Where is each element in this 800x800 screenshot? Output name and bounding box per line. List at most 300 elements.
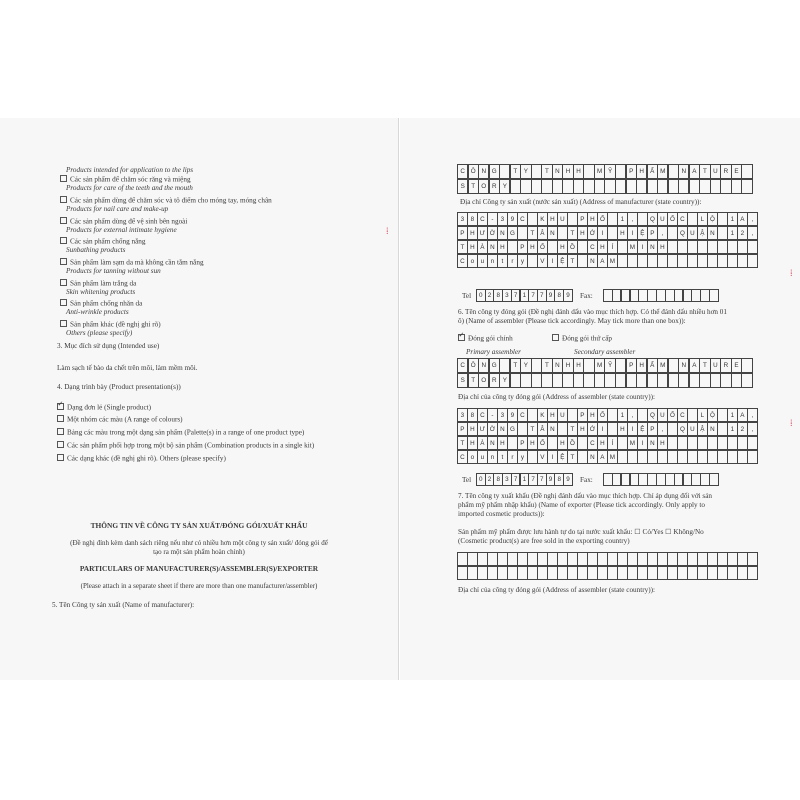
category-hygiene-en: Products for external intimate hygiene bbox=[66, 226, 177, 234]
char-cell: , bbox=[747, 408, 758, 422]
char-cell: I bbox=[597, 422, 608, 436]
category-lips-en: Products intended for application to the lips bbox=[66, 166, 194, 174]
char-cell: 9 bbox=[507, 212, 518, 226]
char-cell: 2 bbox=[737, 226, 748, 240]
char-cell: H bbox=[657, 240, 668, 254]
char-cell: 2 bbox=[737, 422, 748, 436]
char-cell: T bbox=[567, 422, 578, 436]
char-cell: H bbox=[557, 436, 568, 450]
char-cell: I bbox=[637, 240, 648, 254]
char-cell: T bbox=[468, 179, 479, 194]
char-cell: H bbox=[527, 240, 538, 254]
char-cell: T bbox=[567, 450, 578, 464]
secondary-assembler-en: Secondary assembler bbox=[574, 348, 636, 356]
manufacturer-address-field[interactable] bbox=[457, 212, 757, 268]
char-cell: N bbox=[547, 422, 558, 436]
char-cell: R bbox=[489, 373, 500, 388]
char-cell: Ệ bbox=[637, 422, 648, 436]
section-note-en: (Please attach in a separate sheet if there are more than one manufacturer/assembler) bbox=[80, 582, 318, 590]
char-cell bbox=[747, 450, 758, 464]
category-other-checkbox[interactable]: Sản phẩm khác (đề nghị ghi rõ) bbox=[60, 320, 161, 330]
char-cell: M bbox=[627, 436, 638, 450]
char-cell: Q bbox=[677, 422, 688, 436]
section-note-vn-1: (Đề nghị đính kèm danh sách riêng nếu như có nhiều hơn một công ty sản xuất/ đóng gói để bbox=[70, 539, 328, 547]
manufacturer-address-row-1 bbox=[457, 212, 757, 226]
char-cell bbox=[747, 552, 758, 566]
char-cell: 7 bbox=[511, 289, 521, 302]
char-cell bbox=[709, 473, 719, 486]
presentation-label: 4. Dạng trình bày (Product presentation(s)) bbox=[57, 383, 181, 391]
char-cell: N bbox=[478, 164, 489, 179]
char-cell: Ỹ bbox=[604, 164, 615, 179]
char-cell: U bbox=[710, 164, 721, 179]
char-cell: C bbox=[587, 240, 598, 254]
char-cell: N bbox=[707, 422, 718, 436]
assembler-address-row-2 bbox=[457, 422, 757, 436]
char-cell: M bbox=[627, 240, 638, 254]
stamp-mark-right-top: ⁞ bbox=[790, 268, 793, 278]
char-cell: N bbox=[478, 358, 489, 373]
section-title-en: PARTICULARS OF MANUFACTURER(S)/ASSEMBLER(S)/EXPORTER bbox=[79, 564, 319, 573]
char-cell: O bbox=[478, 373, 489, 388]
char-cell: P bbox=[457, 226, 468, 240]
char-cell: T bbox=[468, 373, 479, 388]
char-cell: M bbox=[594, 358, 605, 373]
char-cell: , bbox=[627, 408, 638, 422]
char-cell: 9 bbox=[546, 473, 556, 486]
char-cell: , bbox=[747, 226, 758, 240]
category-whitening-en: Skin whitening products bbox=[66, 288, 136, 296]
char-cell: u bbox=[477, 450, 488, 464]
manufacturer-fax-label: Fax: bbox=[580, 292, 593, 300]
char-cell: Ư bbox=[477, 422, 488, 436]
exporter-label-3: imported cosmetic products)): bbox=[458, 510, 545, 518]
assembler-name-row-1 bbox=[457, 358, 752, 373]
char-cell: H bbox=[467, 240, 478, 254]
assembler-label-1: 6. Tên công ty đóng gói (Đề nghị đánh dấu vào mục thích hợp. Có thể đánh dấu nhiều hơn 01 bbox=[458, 308, 727, 316]
char-cell: Ư bbox=[477, 226, 488, 240]
char-cell: Ồ bbox=[567, 240, 578, 254]
char-cell: Ớ bbox=[587, 226, 598, 240]
char-cell: N bbox=[587, 450, 598, 464]
category-tanning-checkbox[interactable]: Sản phẩm làm sạm da mà không cần tắm nắng bbox=[60, 258, 204, 268]
char-cell: 7 bbox=[511, 473, 521, 486]
char-cell: T bbox=[567, 226, 578, 240]
exporter-label-2: phẩm mỹ phẩm nhập khẩu) (Name of exporter (Please tick accordingly. Only apply to bbox=[458, 501, 706, 509]
char-cell: N bbox=[587, 254, 598, 268]
assembler-label-2: ô) (Name of assembler (Please tick accordingly. May tick more than one box)): bbox=[458, 317, 686, 325]
char-cell: 2 bbox=[485, 289, 495, 302]
presentation-single-checkbox[interactable]: ✓Dạng đơn lẻ (Single product) bbox=[57, 403, 151, 413]
form-page-left bbox=[0, 118, 399, 680]
char-cell: H bbox=[547, 408, 558, 422]
char-cell: T bbox=[510, 358, 521, 373]
char-cell: I bbox=[547, 450, 558, 464]
free-sale-en: (Cosmetic product(s) are free sold in the exporting country) bbox=[458, 537, 630, 545]
char-cell: U bbox=[657, 408, 668, 422]
char-cell: 9 bbox=[507, 408, 518, 422]
char-cell: R bbox=[720, 164, 731, 179]
char-cell: H bbox=[577, 422, 588, 436]
char-cell: Q bbox=[647, 212, 658, 226]
char-cell: N bbox=[647, 240, 658, 254]
char-cell: H bbox=[587, 408, 598, 422]
char-cell: 3 bbox=[457, 408, 468, 422]
char-cell: Ớ bbox=[587, 422, 598, 436]
char-cell: A bbox=[597, 450, 608, 464]
char-cell: 3 bbox=[502, 289, 512, 302]
char-cell: 7 bbox=[528, 289, 538, 302]
char-cell: U bbox=[687, 422, 698, 436]
char-cell: Y bbox=[520, 164, 531, 179]
category-antiwrinkle-en: Anti-wrinkle products bbox=[66, 308, 129, 316]
char-cell: Ô bbox=[468, 358, 479, 373]
char-cell: I bbox=[637, 436, 648, 450]
char-cell: P bbox=[517, 240, 528, 254]
char-cell: M bbox=[607, 254, 618, 268]
char-cell: 0 bbox=[476, 289, 486, 302]
char-cell: T bbox=[527, 422, 538, 436]
char-cell: P bbox=[626, 358, 637, 373]
manufacturer-label: 5. Tên Công ty sản xuất (Name of manufacturer): bbox=[52, 601, 195, 609]
char-cell: - bbox=[487, 212, 498, 226]
category-teeth-en: Products for care of the teeth and the mouth bbox=[66, 184, 193, 192]
char-cell: n bbox=[487, 254, 498, 268]
char-cell: P bbox=[457, 422, 468, 436]
char-cell bbox=[747, 566, 758, 580]
char-cell: Ậ bbox=[697, 422, 708, 436]
char-cell: N bbox=[547, 226, 558, 240]
char-cell: Ẩ bbox=[647, 358, 658, 373]
presentation-palette-checkbox[interactable]: Bảng các màu trong một dạng sản phẩm (Palette(s) in a range of one product type) bbox=[57, 428, 304, 438]
char-cell: 9 bbox=[563, 473, 573, 486]
char-cell: R bbox=[720, 358, 731, 373]
char-cell: N bbox=[707, 226, 718, 240]
assembler-address-field[interactable] bbox=[457, 408, 757, 464]
char-cell: U bbox=[710, 358, 721, 373]
primary-assembler-en: Primary assembler bbox=[466, 348, 521, 356]
stamp-mark-right-bottom: ⁞ bbox=[790, 418, 793, 428]
exporter-name-field[interactable] bbox=[457, 552, 757, 580]
char-cell: P bbox=[647, 226, 658, 240]
char-cell: H bbox=[467, 436, 478, 450]
section-title-vn: THÔNG TIN VỀ CÔNG TY SẢN XUẤT/ĐÓNG GÓI/XUẤT KHẨU bbox=[90, 521, 308, 530]
char-cell: u bbox=[477, 254, 488, 268]
char-cell: M bbox=[607, 450, 618, 464]
char-cell: Y bbox=[520, 358, 531, 373]
char-cell: T bbox=[567, 254, 578, 268]
char-cell: Ô bbox=[468, 164, 479, 179]
char-cell bbox=[741, 164, 752, 179]
char-cell: E bbox=[731, 164, 742, 179]
manufacturer-fax-field[interactable] bbox=[603, 289, 718, 302]
char-cell: P bbox=[577, 408, 588, 422]
manufacturer-name-row-1 bbox=[457, 164, 752, 179]
char-cell: I bbox=[627, 422, 638, 436]
manufacturer-address-row-2 bbox=[457, 226, 757, 240]
char-cell: N bbox=[497, 422, 508, 436]
char-cell: T bbox=[699, 164, 710, 179]
char-cell: Ậ bbox=[697, 226, 708, 240]
char-cell: 9 bbox=[563, 289, 573, 302]
char-cell: C bbox=[457, 164, 468, 179]
char-cell: 7 bbox=[537, 289, 547, 302]
char-cell: Ộ bbox=[707, 408, 718, 422]
char-cell: Ố bbox=[597, 408, 608, 422]
char-cell: - bbox=[487, 408, 498, 422]
char-cell: y bbox=[517, 254, 528, 268]
char-cell: 1 bbox=[727, 226, 738, 240]
category-sun-en: Sunbathing products bbox=[66, 246, 126, 254]
category-other-en: Others (please specify) bbox=[66, 329, 133, 337]
char-cell: C bbox=[457, 450, 468, 464]
char-cell: P bbox=[626, 164, 637, 179]
assembler-address-row-1 bbox=[457, 408, 757, 422]
category-teeth-checkbox[interactable]: Các sản phẩm để chăm sóc răng và miệng bbox=[60, 175, 191, 185]
char-cell: 1 bbox=[520, 289, 530, 302]
char-cell: Í bbox=[607, 240, 618, 254]
manufacturer-address-label: Địa chỉ Công ty sản xuất (nước sản xuất) (Address of manufacturer (state country)): bbox=[460, 198, 702, 206]
char-cell: N bbox=[552, 164, 563, 179]
char-cell: o bbox=[467, 254, 478, 268]
manufacturer-address-row-4 bbox=[457, 254, 757, 268]
char-cell: H bbox=[562, 358, 573, 373]
char-cell: H bbox=[467, 226, 478, 240]
char-cell: H bbox=[547, 212, 558, 226]
char-cell: 1 bbox=[727, 422, 738, 436]
category-nail-checkbox[interactable]: Các sản phẩm dùng để chăm sóc và tô điểm cho móng tay, móng chân bbox=[60, 196, 272, 206]
exporter-label-1: 7. Tên công ty xuất khẩu (Đề nghị đánh dấu vào mục thích hợp. Chỉ áp dụng đối với sản bbox=[458, 492, 712, 500]
char-cell: T bbox=[510, 164, 521, 179]
char-cell: H bbox=[636, 358, 647, 373]
category-tanning-en: Products for tanning without sun bbox=[66, 267, 161, 275]
char-cell: I bbox=[597, 226, 608, 240]
char-cell: U bbox=[687, 226, 698, 240]
char-cell: I bbox=[547, 254, 558, 268]
char-cell: 2 bbox=[485, 473, 495, 486]
char-cell bbox=[747, 240, 758, 254]
char-cell: À bbox=[477, 436, 488, 450]
char-cell: 7 bbox=[537, 473, 547, 486]
char-cell: H bbox=[617, 226, 628, 240]
assembler-fax-label: Fax: bbox=[580, 476, 593, 484]
char-cell: A bbox=[689, 358, 700, 373]
char-cell: V bbox=[537, 254, 548, 268]
char-cell: Í bbox=[607, 436, 618, 450]
char-cell: Ệ bbox=[557, 254, 568, 268]
char-cell: C bbox=[477, 408, 488, 422]
presentation-other-checkbox[interactable]: Các dạng khác (đề nghị ghi rõ). Others (please specify) bbox=[57, 454, 226, 464]
char-cell bbox=[747, 436, 758, 450]
char-cell: 1 bbox=[520, 473, 530, 486]
char-cell: H bbox=[557, 240, 568, 254]
char-cell: G bbox=[507, 422, 518, 436]
char-cell: U bbox=[557, 212, 568, 226]
char-cell: Ố bbox=[537, 436, 548, 450]
char-cell: U bbox=[657, 212, 668, 226]
char-cell: N bbox=[487, 436, 498, 450]
char-cell: C bbox=[677, 212, 688, 226]
char-cell: 8 bbox=[493, 289, 503, 302]
manufacturer-name-row-2 bbox=[457, 179, 752, 194]
char-cell: H bbox=[497, 436, 508, 450]
presentation-colours-checkbox[interactable]: Một nhóm các màu (A range of colours) bbox=[57, 415, 183, 425]
char-cell: 3 bbox=[497, 212, 508, 226]
char-cell: Y bbox=[499, 179, 510, 194]
char-cell: N bbox=[552, 358, 563, 373]
char-cell: Ờ bbox=[487, 226, 498, 240]
assembler-tel-field[interactable] bbox=[476, 473, 572, 486]
char-cell: t bbox=[497, 254, 508, 268]
free-sale-label: Sản phẩm mỹ phẩm được lưu hành tự do tại nước xuất khẩu: ☐ Có/Yes ☐ Không/No bbox=[458, 528, 704, 536]
char-cell: N bbox=[487, 240, 498, 254]
assembler-name-row-2 bbox=[457, 373, 752, 388]
char-cell: H bbox=[573, 358, 584, 373]
char-cell: H bbox=[577, 226, 588, 240]
char-cell: Ờ bbox=[487, 422, 498, 436]
char-cell: 8 bbox=[554, 473, 564, 486]
char-cell: 7 bbox=[528, 473, 538, 486]
char-cell: 9 bbox=[546, 289, 556, 302]
exporter-name-row-2 bbox=[457, 566, 757, 580]
char-cell bbox=[741, 373, 752, 388]
char-cell bbox=[709, 289, 719, 302]
category-nail-en: Products for nail care and make-up bbox=[66, 205, 169, 213]
char-cell: Ệ bbox=[557, 450, 568, 464]
char-cell: T bbox=[527, 226, 538, 240]
manufacturer-tel-label: Tel bbox=[462, 292, 472, 300]
char-cell: Â bbox=[537, 226, 548, 240]
char-cell: C bbox=[457, 358, 468, 373]
char-cell: Q bbox=[647, 408, 658, 422]
intended-use-value: Làm sạch tế bào da chết trên môi, làm mềm môi. bbox=[57, 364, 198, 372]
char-cell: K bbox=[537, 212, 548, 226]
char-cell: C bbox=[587, 436, 598, 450]
char-cell: H bbox=[617, 422, 628, 436]
char-cell: Ẩ bbox=[647, 164, 658, 179]
char-cell: T bbox=[541, 358, 552, 373]
char-cell: T bbox=[457, 436, 468, 450]
char-cell: Ố bbox=[537, 240, 548, 254]
exporter-name-row-1 bbox=[457, 552, 757, 566]
char-cell bbox=[741, 179, 752, 194]
char-cell: C bbox=[517, 212, 528, 226]
char-cell: C bbox=[517, 408, 528, 422]
char-cell: M bbox=[657, 358, 668, 373]
char-cell: C bbox=[457, 254, 468, 268]
char-cell: n bbox=[487, 450, 498, 464]
char-cell: T bbox=[699, 358, 710, 373]
char-cell: Ộ bbox=[707, 212, 718, 226]
char-cell: r bbox=[507, 450, 518, 464]
char-cell: Â bbox=[537, 422, 548, 436]
char-cell: G bbox=[507, 226, 518, 240]
char-cell: Y bbox=[499, 373, 510, 388]
char-cell: 3 bbox=[502, 473, 512, 486]
char-cell: A bbox=[737, 212, 748, 226]
char-cell: 0 bbox=[476, 473, 486, 486]
char-cell: 1 bbox=[617, 212, 628, 226]
char-cell: 3 bbox=[457, 212, 468, 226]
form-page-right bbox=[400, 118, 800, 680]
category-sun-checkbox[interactable]: Các sản phẩm chống nắng bbox=[60, 237, 145, 247]
char-cell: M bbox=[594, 164, 605, 179]
category-antiwrinkle-checkbox[interactable]: Sản phẩm chống nhăn da bbox=[60, 299, 142, 309]
char-cell: V bbox=[537, 450, 548, 464]
char-cell: H bbox=[587, 212, 598, 226]
intended-use-label: 3. Mục đích sử dụng (Intended use) bbox=[57, 342, 160, 350]
char-cell: Ố bbox=[597, 212, 608, 226]
primary-assembler-checkbox[interactable]: ✓Đóng gói chính bbox=[458, 334, 513, 344]
char-cell: H bbox=[573, 164, 584, 179]
secondary-assembler-checkbox[interactable]: Đóng gói thứ cấp bbox=[552, 334, 612, 344]
char-cell: L bbox=[697, 408, 708, 422]
char-cell: , bbox=[747, 422, 758, 436]
char-cell: , bbox=[747, 212, 758, 226]
char-cell: 1 bbox=[727, 212, 738, 226]
char-cell: H bbox=[597, 240, 608, 254]
manufacturer-name-field[interactable] bbox=[457, 164, 752, 194]
char-cell: L bbox=[697, 212, 708, 226]
char-cell: t bbox=[497, 450, 508, 464]
char-cell: S bbox=[457, 179, 468, 194]
char-cell: R bbox=[489, 179, 500, 194]
char-cell: H bbox=[657, 436, 668, 450]
char-cell: 8 bbox=[493, 473, 503, 486]
char-cell: N bbox=[678, 358, 689, 373]
char-cell: Ệ bbox=[637, 226, 648, 240]
char-cell: P bbox=[577, 212, 588, 226]
char-cell: U bbox=[557, 408, 568, 422]
char-cell: o bbox=[467, 450, 478, 464]
assembler-fax-field[interactable] bbox=[603, 473, 718, 486]
char-cell: Q bbox=[677, 226, 688, 240]
char-cell: 3 bbox=[497, 408, 508, 422]
section-note-vn-2: tạo ra một sản phẩm hoàn chỉnh) bbox=[153, 548, 245, 556]
char-cell: C bbox=[477, 212, 488, 226]
char-cell: I bbox=[627, 226, 638, 240]
category-hygiene-checkbox[interactable]: Các sản phẩm dùng để vệ sinh bên ngoài bbox=[60, 217, 187, 227]
char-cell: T bbox=[541, 164, 552, 179]
char-cell: , bbox=[657, 422, 668, 436]
assembler-name-field[interactable] bbox=[457, 358, 752, 388]
char-cell: P bbox=[517, 436, 528, 450]
char-cell: 1 bbox=[617, 408, 628, 422]
char-cell: , bbox=[657, 226, 668, 240]
char-cell: Ố bbox=[667, 212, 678, 226]
char-cell: r bbox=[507, 254, 518, 268]
char-cell: N bbox=[647, 436, 658, 450]
char-cell: H bbox=[597, 436, 608, 450]
presentation-kit-checkbox[interactable]: Các sản phẩm phối hợp trong một bộ sản phẩm (Combination products in a single kit) bbox=[57, 441, 314, 451]
char-cell: Ố bbox=[667, 408, 678, 422]
manufacturer-tel-field[interactable] bbox=[476, 289, 572, 302]
assembler-address-row-4 bbox=[457, 450, 757, 464]
char-cell: Ỹ bbox=[604, 358, 615, 373]
char-cell: 8 bbox=[554, 289, 564, 302]
char-cell: 8 bbox=[467, 212, 478, 226]
category-whitening-checkbox[interactable]: Sản phẩm làm trắng da bbox=[60, 279, 136, 289]
char-cell: N bbox=[678, 164, 689, 179]
char-cell: M bbox=[657, 164, 668, 179]
char-cell: G bbox=[489, 164, 500, 179]
char-cell: O bbox=[478, 179, 489, 194]
assembler-tel-label: Tel bbox=[462, 476, 472, 484]
char-cell: H bbox=[636, 164, 647, 179]
assembler-address-row-3 bbox=[457, 436, 757, 450]
char-cell: H bbox=[497, 240, 508, 254]
char-cell: 1 bbox=[727, 408, 738, 422]
